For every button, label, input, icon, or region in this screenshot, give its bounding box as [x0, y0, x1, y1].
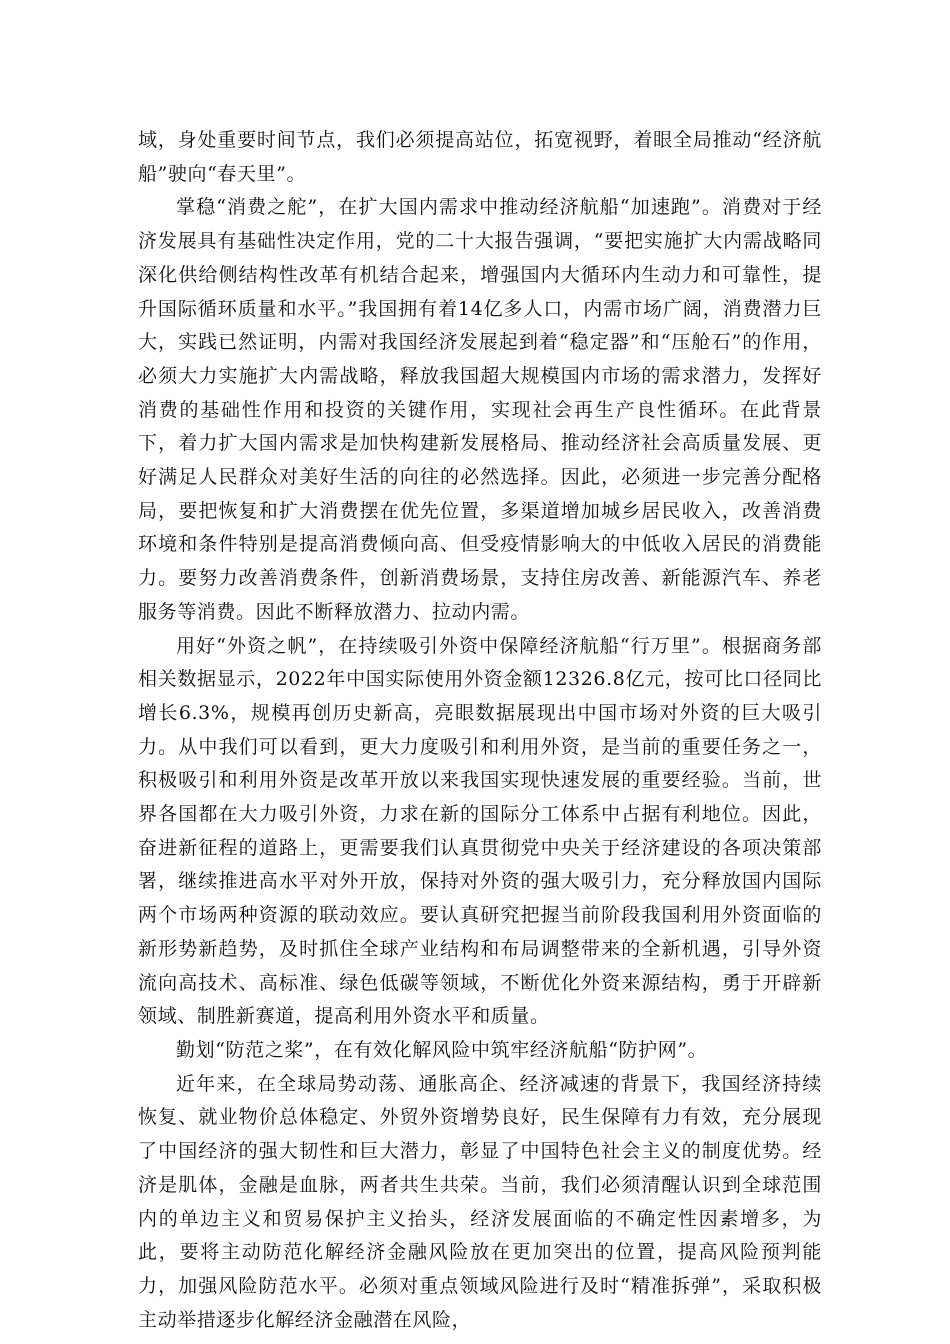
paragraph-risk-heading: 勤划“防范之桨”，在有效化解风险中筑牢经济航船“防护网”。 [176, 1038, 708, 1061]
paragraph-continuation: 域，身处重要时间节点，我们必须提高站位，拓宽视野，着眼全局推动“经济航船”驶向“春天里”。 [138, 129, 822, 185]
paragraph-foreign-investment: 用好“外资之帆”，在持续吸引外资中保障经济航船“行万里”。根据商务部相关数据显示，2022年中国实际使用外资金额12326.8亿元，按可比口径同比增长6.3%，规模再创历史新高，亮眼数据展现出中国市场对外资的巨大吸引力。从中我们可以看到，更大力度吸引和利用外资，是当前的重要任务之一，积极吸引和利用外资是改革开放以来我国实现快速发展的重要经验。当前，世界各国都在大力吸引外资，力求在新的国际分工体系中占据有利地位。因此，奋进新征程的道路上，更需要我们认真贯彻党中央关于经济建设的各项决策部署，继续推进高水平对外开放，保持对外资的强大吸引力，充分释放国内国际两个市场两种资源的联动效应。要认真研究把握当前阶段我国利用外资面临的新形势新趋势，及时抓住全球产业结构和布局调整带来的全新机遇，引导外资流向高技术、高标准、绿色低碳等领域，不断优化外资来源结构，勇于开辟新领域、制胜新赛道，提高利用外资水平和质量。 [138, 634, 822, 1028]
paragraph-risk-body: 近年来，在全球局势动荡、通胀高企、经济减速的背景下，我国经济持续恢复、就业物价总体稳定、外贸外资增势良好，民生保障有力有效，充分展现了中国经济的强大韧性和巨大潜力，彰显了中国特色社会主义的制度优势。经济是肌体，金融是血脉，两者共生共荣。当前，我们必须清醒认识到全球范围内的单边主义和贸易保护主义抬头，经济发展面临的不确定性因素增多，为此，要将主动防范化解经济金融风险放在更加突出的位置，提高风险预判能力，加强风险防范水平。必须对重点领域风险进行及时“精准拆弹”，采取积极主动举措逐步化解经济金融潜在风险， [138, 1072, 822, 1331]
document-body [138, 124, 822, 1337]
paragraph-consumption: 掌稳“消费之舵”，在扩大国内需求中推动经济航船“加速跑”。消费对于经济发展具有基础性决定作用，党的二十大报告强调，“要把实施扩大内需战略同深化供给侧结构性改革有机结合起来，增强国内大循环内生动力和可靠性，提升国际循环质量和水平。”我国拥有着14亿多人口，内需市场广阔，消费潜力巨大，实践已然证明，内需对我国经济发展起到着“稳定器”和“压舱石”的作用，必须大力实施扩大内需战略，释放我国超大规模国内市场的需求潜力，发挥好消费的基础性作用和投资的关键作用，实现社会再生产良性循环。在此背景下，着力扩大国内需求是加快构建新发展格局、推动经济社会高质量发展、更好满足人民群众对美好生活的向往的必然选择。因此，必须进一步完善分配格局，要把恢复和扩大消费摆在优先位置，多渠道增加城乡居民收入，改善消费环境和条件特别是提高消费倾向高、但受疫情影响大的中低收入居民的消费能力。要努力改善消费条件，创新消费场景，支持住房改善、新能源汽车、养老服务等消费。因此不断释放潜力、拉动内需。 [138, 196, 822, 623]
